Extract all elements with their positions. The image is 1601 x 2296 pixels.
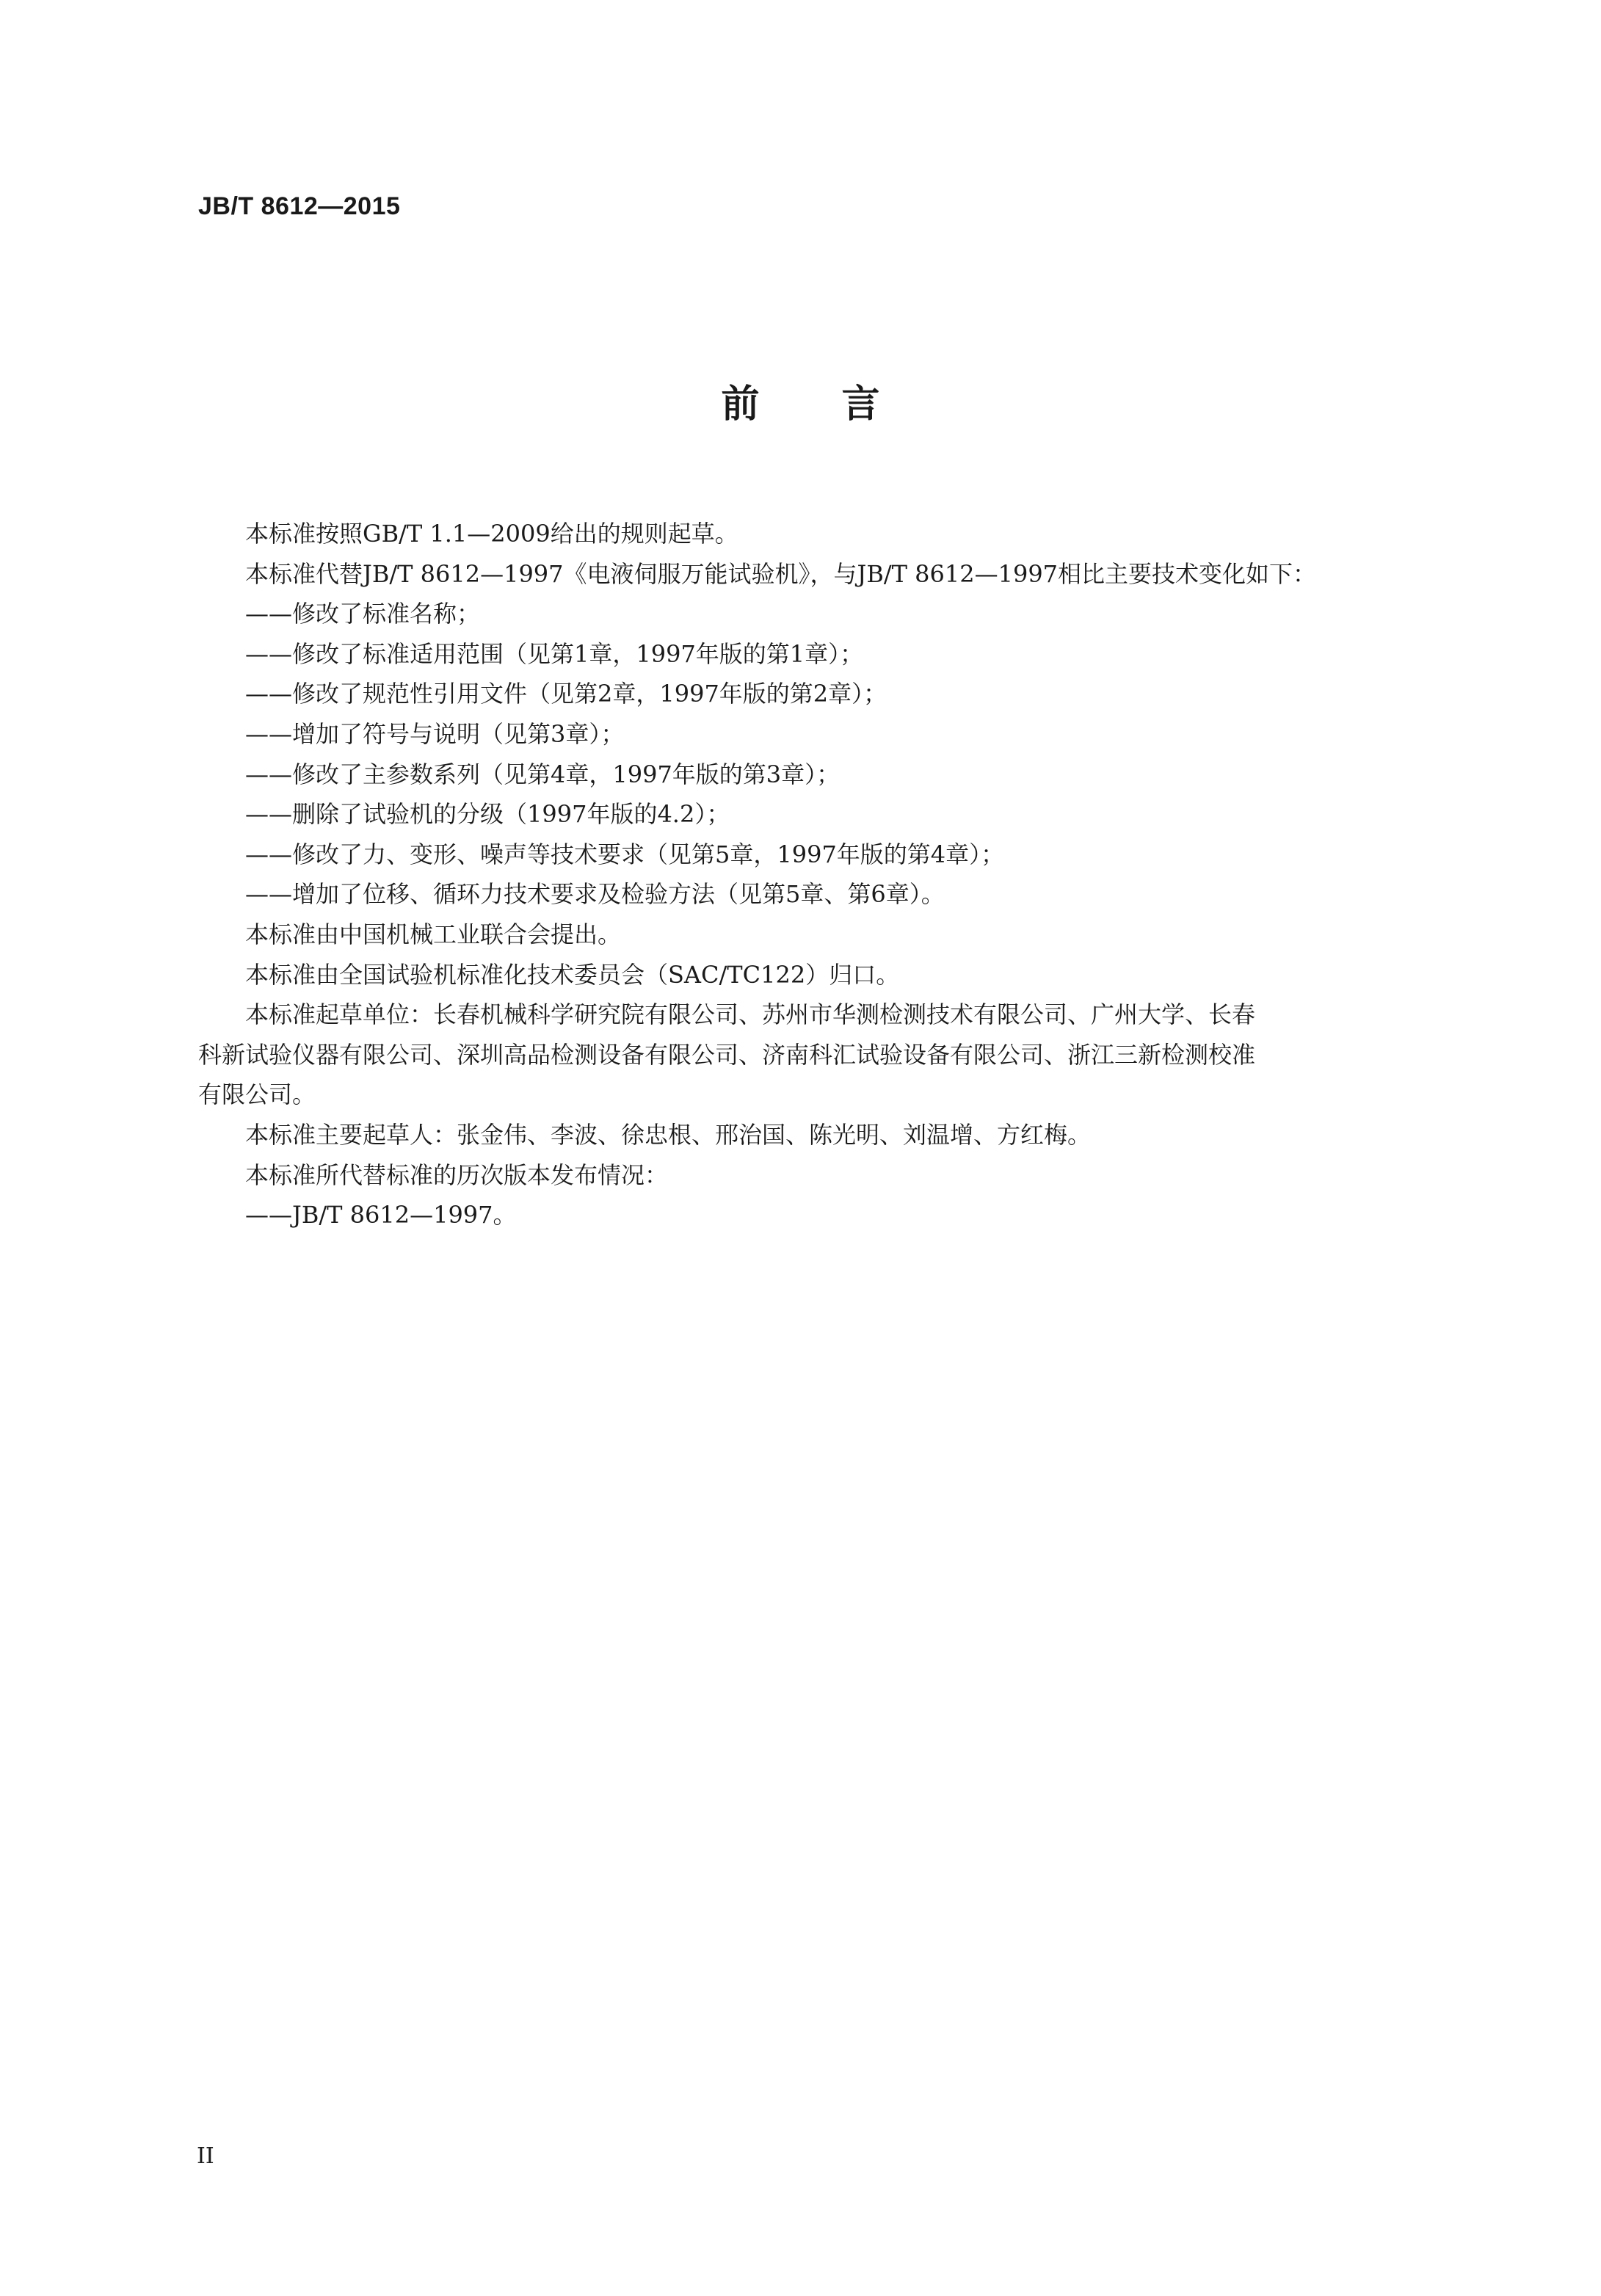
change-item: ——增加了符号与说明（见第3章）；	[245, 719, 625, 748]
change-item: ——修改了标准适用范围（见第1章，1997年版的第1章）；	[245, 639, 864, 668]
paragraph-drafters: 本标准主要起草人：张金伟、李波、徐忠根、邢治国、陈光明、刘温增、方红梅。	[245, 1120, 1092, 1149]
history-item: ——JB/T 8612—1997。	[245, 1201, 517, 1229]
paragraph-drafting-units-line3: 有限公司。	[198, 1080, 316, 1109]
paragraph-drafting-units-line1: 本标准起草单位：长春机械科学研究院有限公司、苏州市华测检测技术有限公司、广州大学、长春	[245, 1000, 1256, 1029]
paragraph-drafting-units-line2: 科新试验仪器有限公司、深圳高品检测设备有限公司、济南科汇试验设备有限公司、浙江三新检测校准	[198, 1040, 1256, 1069]
paragraph-proposer: 本标准由中国机械工业联合会提出。	[245, 920, 622, 948]
change-item: ——修改了主参数系列（见第4章，1997年版的第3章）；	[245, 760, 841, 788]
paragraph-replacement: 本标准代替JB/T 8612—1997《电液伺服万能试验机》，与JB/T 8612—1997相比主要技术变化如下：	[245, 559, 1317, 588]
paragraph-drafting-rules: 本标准按照GB/T 1.1—2009给出的规则起草。	[245, 520, 738, 548]
change-item: ——删除了试验机的分级（1997年版的4.2）；	[245, 800, 730, 829]
change-item: ——修改了力、变形、噪声等技术要求（见第5章，1997年版的第4章）；	[245, 840, 1005, 868]
page-number: II	[197, 2143, 214, 2169]
paragraph-committee: 本标准由全国试验机标准化技术委员会（SAC/TC122）归口。	[245, 960, 900, 989]
standard-code-header: JB/T 8612—2015	[198, 192, 401, 220]
paragraph-history: 本标准所代替标准的历次版本发布情况：	[245, 1160, 669, 1189]
page-title: 前言	[721, 382, 962, 426]
change-item: ——修改了标准名称；	[245, 600, 481, 628]
change-item: ——增加了位移、循环力技术要求及检验方法（见第5章、第6章）。	[245, 880, 945, 909]
foreword-body	[198, 514, 1490, 1235]
change-item: ——修改了规范性引用文件（见第2章，1997年版的第2章）；	[245, 680, 887, 708]
